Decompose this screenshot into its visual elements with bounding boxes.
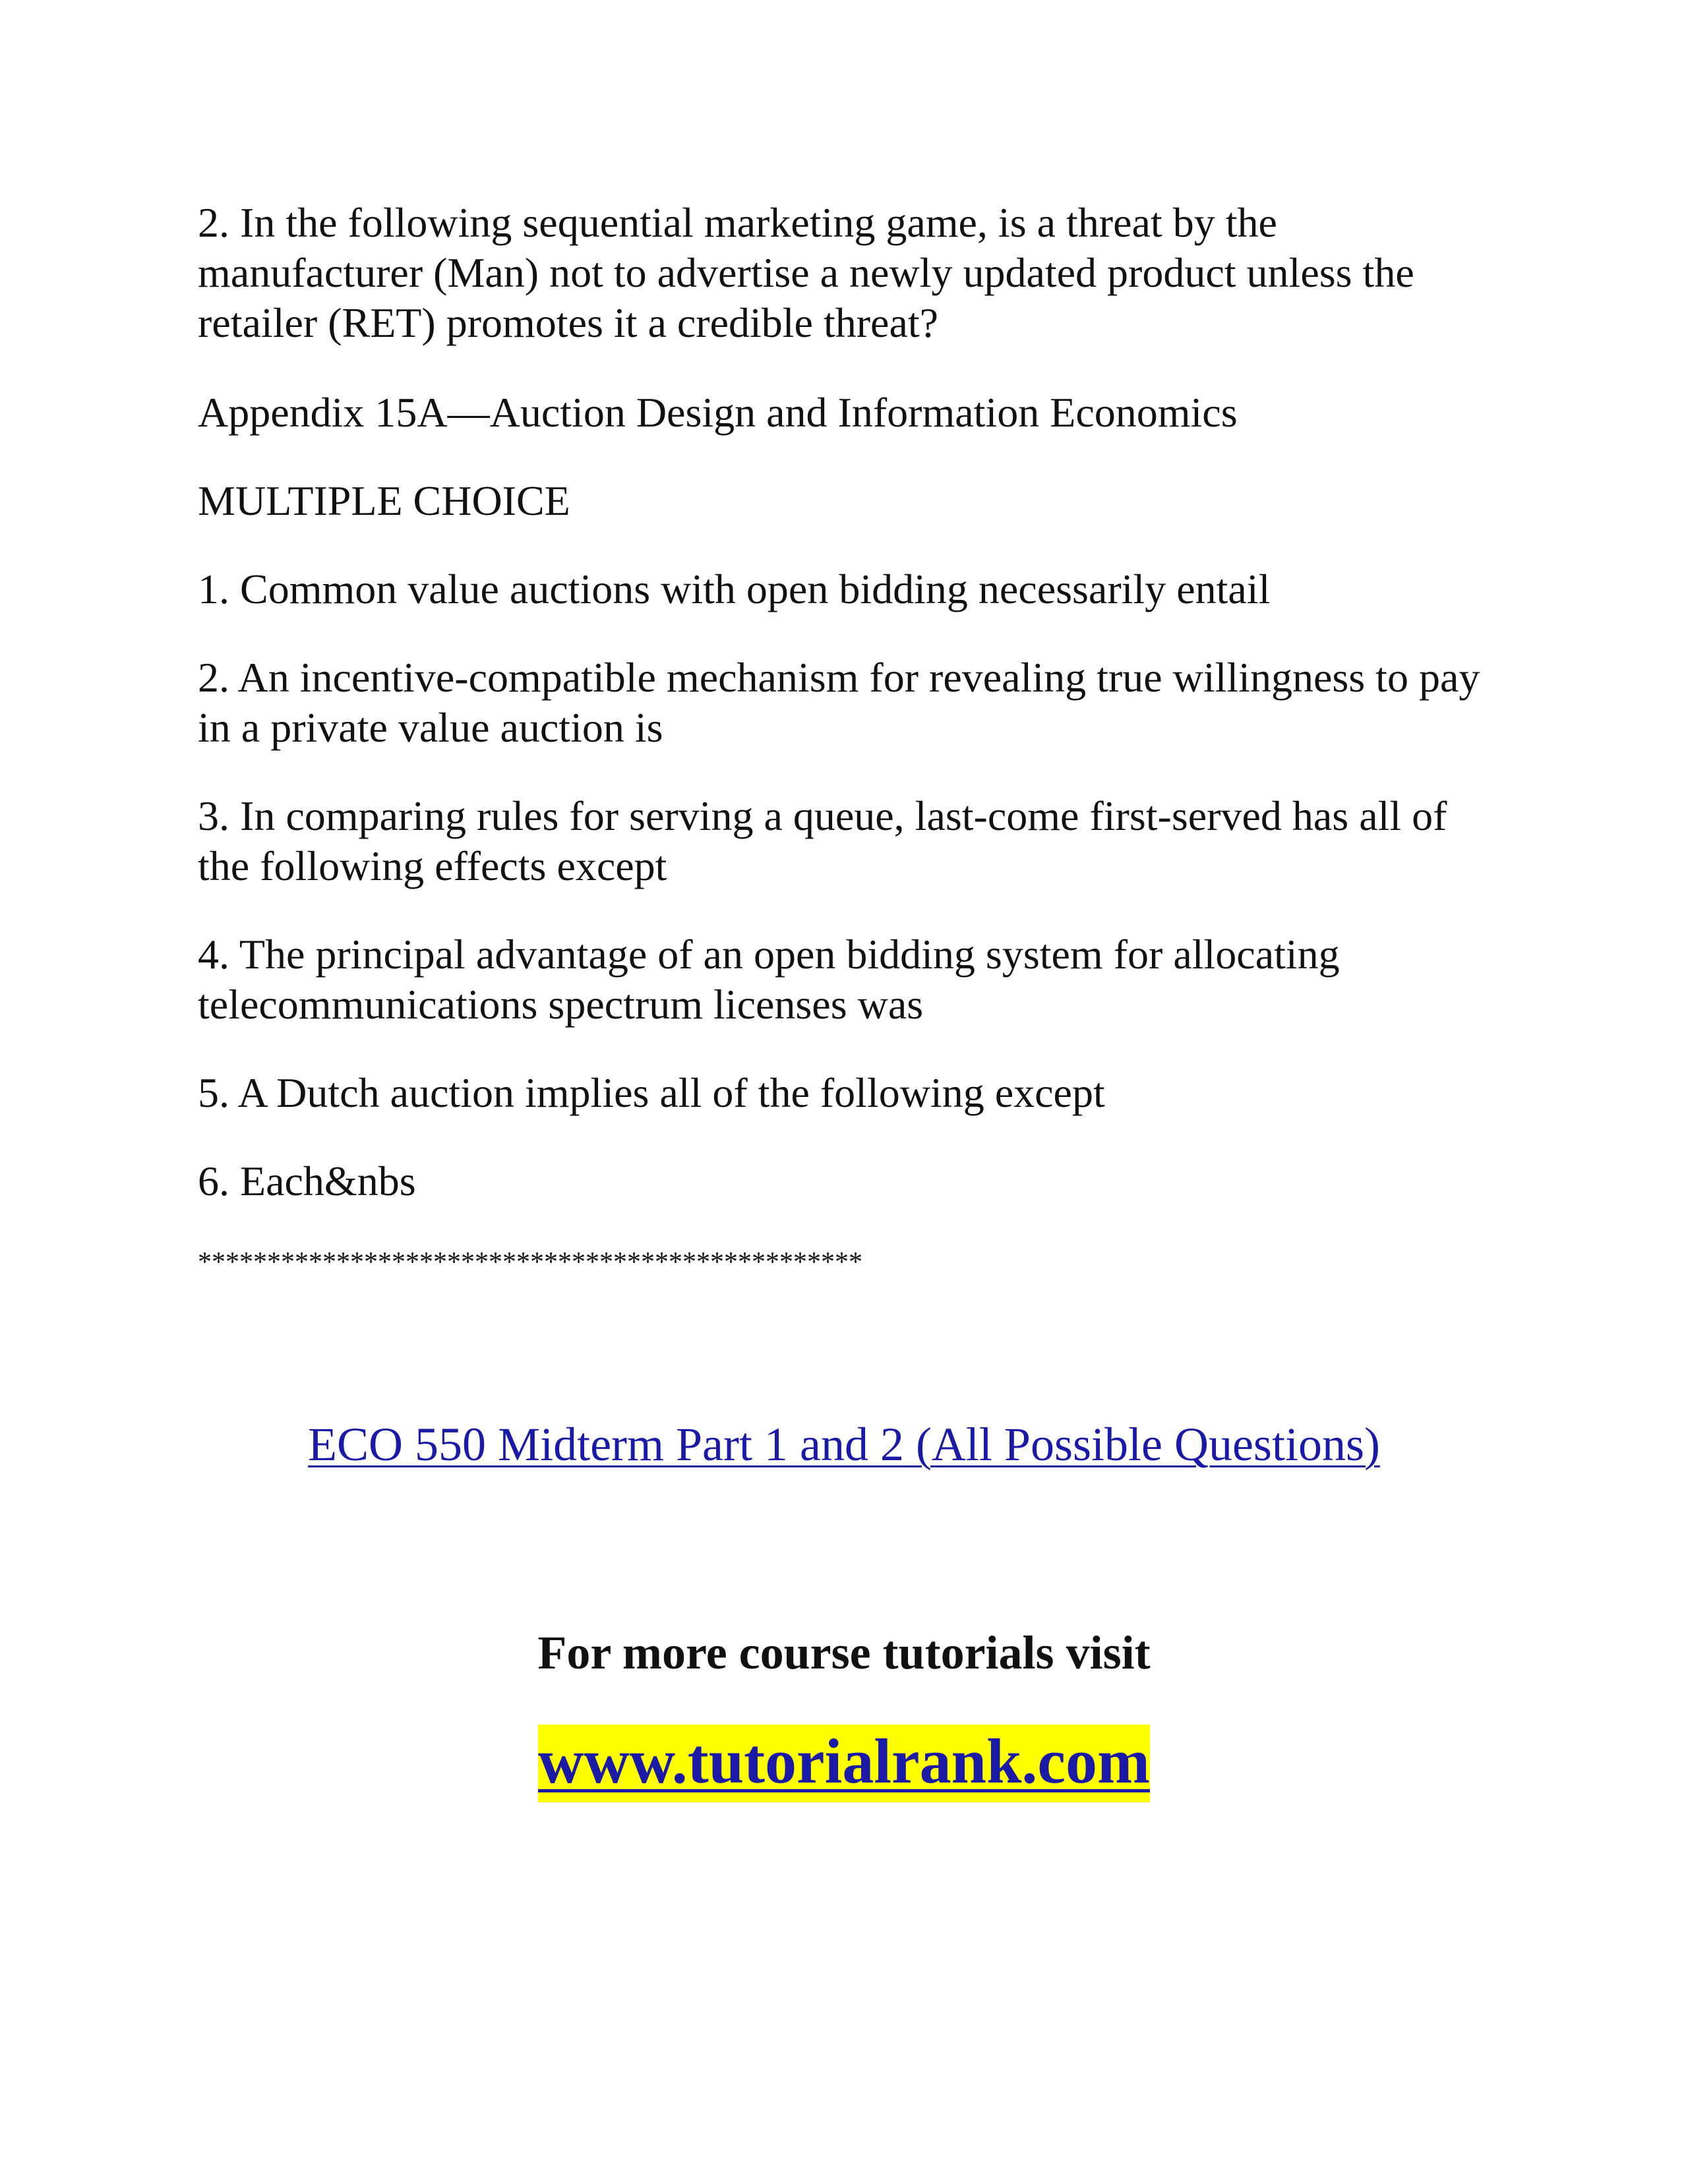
visit-text: For more course tutorials visit bbox=[537, 1626, 1151, 1679]
site-link-container bbox=[0, 1725, 1688, 1802]
question-item: 5. A Dutch auction implies all of the following except bbox=[198, 1069, 1105, 1116]
question-item: 1. Common value auctions with open bidding necessarily entail bbox=[198, 566, 1271, 612]
question-item: 6. Each&nbs bbox=[198, 1158, 416, 1204]
asterisk-separator: ************************************************ bbox=[198, 1247, 862, 1278]
visit-container bbox=[0, 1626, 1688, 1680]
section-heading: MULTIPLE CHOICE bbox=[198, 477, 570, 524]
question-item: 3. In comparing rules for serving a queue, last-come first-served has all of the following effects except bbox=[198, 792, 1447, 889]
course-link[interactable]: ECO 550 Midterm Part 1 and 2 (All Possible Questions) bbox=[308, 1418, 1380, 1471]
appendix-title: Appendix 15A—Auction Design and Information Economics bbox=[198, 389, 1238, 436]
course-link-container bbox=[0, 1417, 1688, 1472]
site-link[interactable]: www.tutorialrank.com bbox=[538, 1725, 1150, 1802]
question-intro: 2. In the following sequential marketing game, is a threat by the manufacturer (Man) not to advertise a newly updated product unless the retailer (RET) promotes it a credible threat? bbox=[198, 199, 1414, 346]
question-item: 4. The principal advantage of an open bidding system for allocating telecommunications spectrum licenses was bbox=[198, 931, 1340, 1028]
question-item: 2. An incentive-compatible mechanism for revealing true willingness to pay in a private value auction is bbox=[198, 654, 1480, 751]
